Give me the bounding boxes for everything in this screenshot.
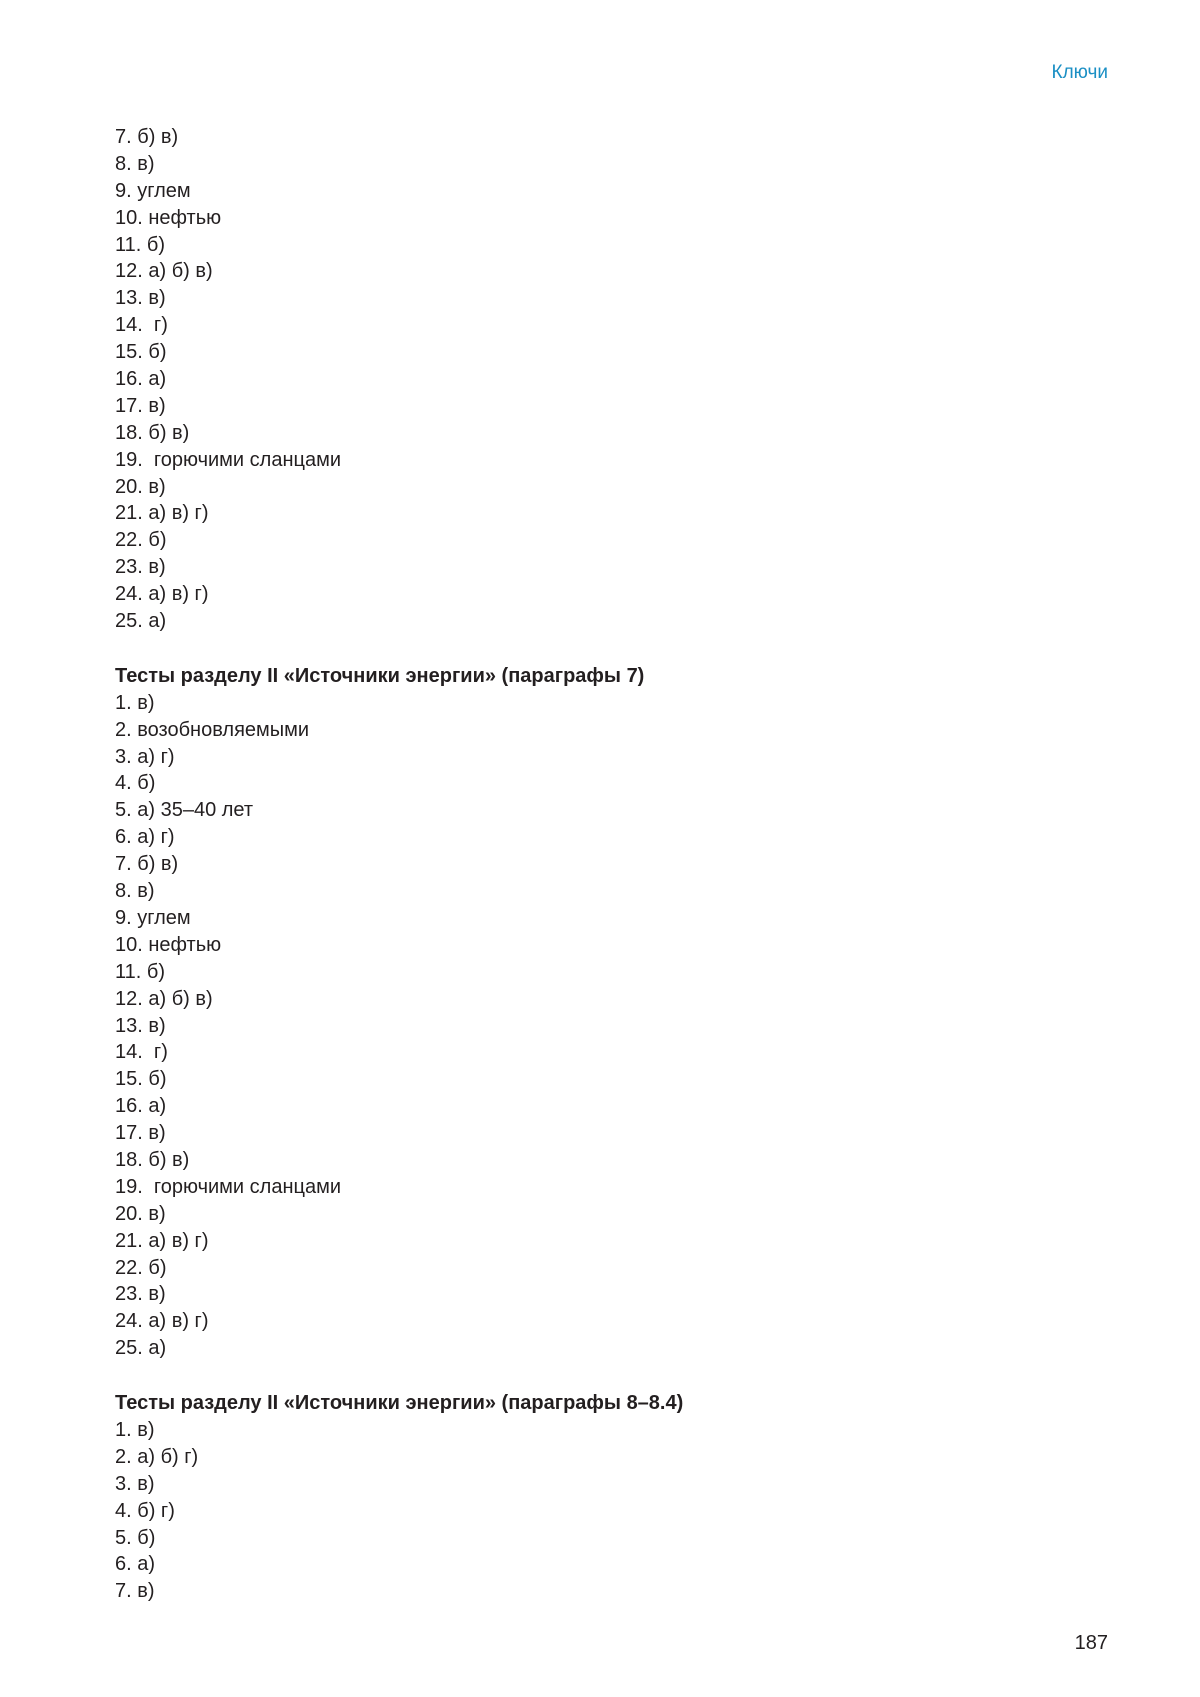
answer-item: 6. а) [115, 1553, 156, 1576]
answer-keys [115, 124, 1075, 1605]
answer-item: 11. б) [115, 960, 165, 983]
answer-item: 17. в) [115, 394, 166, 417]
section-continued [115, 124, 1075, 635]
answer-item: 13. в) [115, 287, 166, 310]
answer-item: 1. в) [115, 691, 155, 714]
answer-item: 13. в) [115, 1014, 166, 1037]
answer-item: 3. в) [115, 1472, 155, 1495]
answer-item: 8. в) [115, 152, 155, 175]
answer-item: 2. а) б) г) [115, 1445, 199, 1468]
answer-item: 12. а) б) в) [115, 987, 213, 1010]
answer-item: 24. а) в) г) [115, 583, 209, 606]
answer-item: 8. в) [115, 880, 155, 903]
answer-item: 24. а) в) г) [115, 1310, 209, 1333]
answer-item: 14. г) [115, 314, 168, 337]
answer-item: 16. а) [115, 368, 167, 391]
answer-item: 18. б) в) [115, 421, 190, 444]
answer-item: 11. б) [115, 233, 165, 256]
running-head: Ключи [1051, 62, 1108, 83]
answer-item: 15. б) [115, 341, 167, 364]
answer-item: 2. возобновляемыми [115, 718, 310, 741]
answer-item: 19. горючими сланцами [115, 1175, 341, 1198]
answer-item: 20. в) [115, 1202, 166, 1225]
answer-item: 20. в) [115, 475, 166, 498]
answer-item: 22. б) [115, 1256, 167, 1279]
answer-item: 17. в) [115, 1122, 166, 1145]
answer-item: 10. нефтью [115, 933, 222, 956]
answer-item: 7. б) в) [115, 853, 179, 876]
answer-item: 25. а) [115, 610, 167, 633]
answer-item: 23. в) [115, 556, 166, 579]
answer-item: 4. б) [115, 772, 156, 795]
section-heading: Тесты разделу II «Источники энергии» (параграфы 8–8.4) [115, 1392, 684, 1415]
answer-item: 21. а) в) г) [115, 1229, 209, 1252]
answer-item: 12. а) б) в) [115, 260, 213, 283]
answer-item: 25. а) [115, 1337, 167, 1360]
answer-item: 3. а) г) [115, 745, 175, 768]
section-paragraph-8 [115, 1390, 1075, 1605]
section-heading: Тесты разделу II «Источники энергии» (параграфы 7) [115, 664, 645, 687]
section-paragraph-7 [115, 663, 1075, 1362]
answer-item: 6. а) г) [115, 826, 175, 849]
answer-item: 5. а) 35–40 лет [115, 799, 254, 822]
answer-item: 22. б) [115, 529, 167, 552]
answer-item: 14. г) [115, 1041, 168, 1064]
answer-item: 16. а) [115, 1095, 167, 1118]
answer-item: 10. нефтью [115, 206, 222, 229]
answer-item: 5. б) [115, 1526, 156, 1549]
answer-item: 21. а) в) г) [115, 502, 209, 525]
answer-item: 15. б) [115, 1068, 167, 1091]
answer-item: 7. в) [115, 1580, 155, 1603]
answer-item: 7. б) в) [115, 126, 179, 148]
answer-item: 23. в) [115, 1283, 166, 1306]
answer-item: 1. в) [115, 1418, 155, 1441]
answer-item: 19. горючими сланцами [115, 448, 341, 471]
answer-item: 9. углем [115, 906, 191, 929]
answer-item: 4. б) г) [115, 1499, 175, 1522]
answer-item: 9. углем [115, 179, 191, 202]
answer-item: 18. б) в) [115, 1148, 190, 1171]
page-number: 187 [1074, 1632, 1108, 1654]
